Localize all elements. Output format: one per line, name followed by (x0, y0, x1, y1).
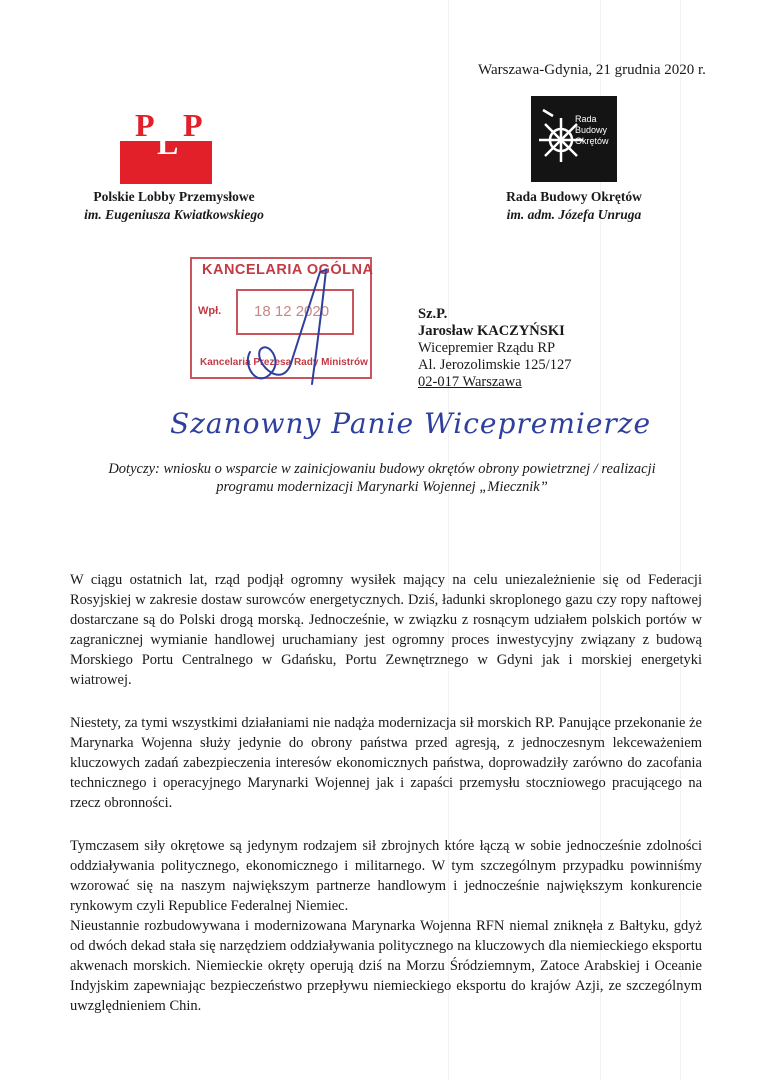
svg-text:P: P (135, 107, 155, 143)
body-paragraph: Niestety, za tymi wszystkimi działaniami nie nadąża modernizacja sił morskich RP. Panujące przekonanie że Marynarka Wojenna służy jedynie do obrony państwa przed agresją, z jednoczesnym lekceważeniem kluczowych zadań zabezpieczenia interesów ekonomicznych państwa, doprowadziły zarówno do zacofania technicznego i operacyjnego Marynarki Wojennej jak i zapaści przemysłu stoczniowego pracującego na rzecz obronności. (70, 715, 702, 811)
body-paragraph: Nieustannie rozbudowywana i modernizowana Marynarka Wojenna RFN niemal zniknęła z Bałtyku, gdyż od dwóch dekad stała się narzędziem oddziaływania politycznego na kluczowych dla niemieckiego eksportu akwenach morskich. Niemieckie okręty operują dziś na Morzu Śródziemnym, Zatoce Arabskiej i Oceanie Indyjskim zapewniając bezpieczeństwo przepływu niemieckiego eksportu do krajów Azji, ze szczególnym uwzględnieniem Chin. (70, 918, 702, 1014)
plp-logo (120, 98, 212, 184)
rbo-logo-line: Budowy (575, 125, 608, 135)
ship-wheel-icon (531, 96, 617, 182)
date-line: Warszawa-Gdynia, 21 grudnia 2020 r. (478, 62, 706, 78)
svg-text:L: L (157, 125, 179, 161)
right-organization (494, 188, 654, 224)
subject-line (62, 460, 702, 496)
stamp-received-label: Wpł. (198, 305, 222, 317)
addressee-city: 02-017 Warszawa (418, 374, 522, 390)
addressee-name: Jarosław KACZYŃSKI (418, 323, 565, 339)
subject-line-2: programu modernizacji Marynarki Wojennej „Miecznik” (216, 479, 548, 495)
addressee-salutation: Sz.P. (418, 306, 448, 322)
rbo-logo (531, 96, 617, 182)
body-paragraph: W ciągu ostatnich lat, rząd podjął ogromny wysiłek mający na celu uniezależnienie się od Federacji Rosyjskiej w zakresie dostaw surowców energetycznych. Dziś, ładunki skroplonego gazu czy ropy naftowej dostarczane są do Polski drogą morską. Jednocześnie, w związku z rosnącym udziałem polskich portów w zagranicznej wymianie handlowej uruchamiany jest ogromny proces inwestycyjny związany z budową Morskiego Portu Centralnego w Gdańsku, Portu Zewnętrznego w Gdyni jak i morskiej energetyki wiatrowej. (70, 572, 702, 688)
svg-text:P: P (183, 107, 203, 143)
rbo-logo-line: Okrętów (575, 136, 609, 146)
right-org-name: Rada Budowy Okrętów (506, 189, 642, 204)
left-org-subtitle: im. Eugeniusza Kwiatkowskiego (84, 207, 264, 222)
body-paragraph: Tymczasem siły okrętowe są jedynym rodzajem sił zbrojnych które łączą w sobie jednocześnie zdolności oddziaływania politycznego, ekonomicznego i militarnego. W tym szczególnym przypadku powinniśmy wzorować się na naszym największym partnerze handlowym i jednocześnie największym konkurencie rynkowym czyli Republice Federalnej Niemiec. (70, 838, 702, 914)
addressee-street: Al. Jerozolimskie 125/127 (418, 357, 572, 373)
stamp-footer: Kancelaria Prezesa Rady Ministrów (200, 357, 368, 368)
addressee-block (418, 306, 571, 391)
addressee-title: Wicepremier Rządu RP (418, 340, 556, 356)
right-org-subtitle: im. adm. Józefa Unruga (506, 207, 642, 222)
left-organization (84, 188, 264, 224)
stamp-received-date: 18 12 2020 (254, 303, 330, 320)
left-org-name: Polskie Lobby Przemysłowe (93, 189, 255, 204)
handwritten-signature (230, 268, 360, 398)
subject-line-1: Dotyczy: wniosku o wsparcie w zainicjowaniu budowy okrętów obrony powietrznej / realizacji (108, 461, 656, 477)
rbo-logo-line: Rada (575, 114, 597, 124)
handwritten-greeting: Szanowny Panie Wicepremierze (170, 407, 652, 440)
stamp-title: KANCELARIA OGÓLNA (202, 262, 374, 278)
